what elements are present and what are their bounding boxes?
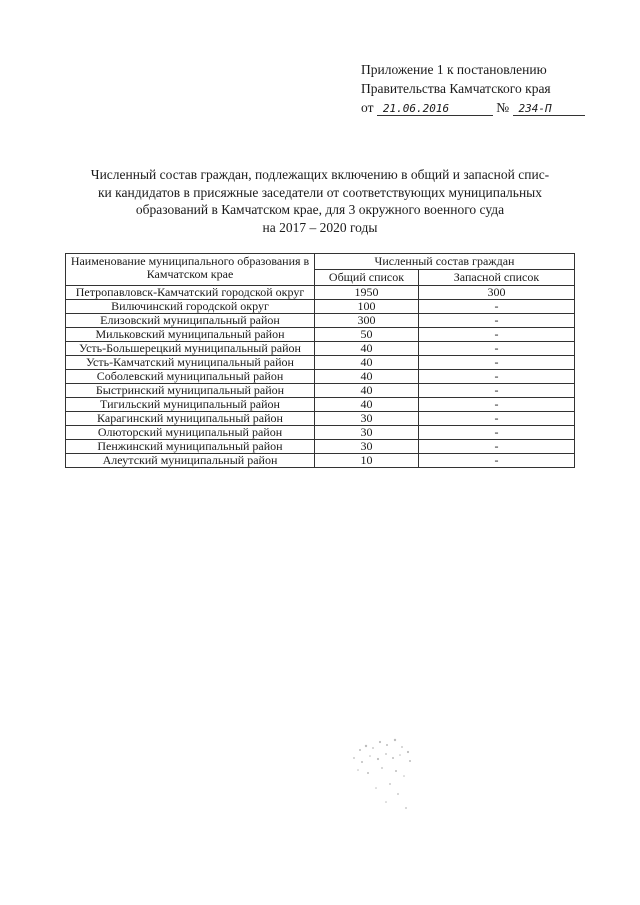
municipality-name: Быстринский муниципальный район <box>66 384 315 398</box>
general-count: 300 <box>315 314 419 328</box>
general-count: 30 <box>315 440 419 454</box>
municipality-name: Алеутский муниципальный район <box>66 454 315 468</box>
general-count: 40 <box>315 370 419 384</box>
title-line-2: ки кандидатов в присяжные заседатели от соответствующих муниципальных <box>98 184 542 200</box>
reserve-count: - <box>419 370 575 384</box>
reserve-count: - <box>419 440 575 454</box>
table-row <box>66 370 575 384</box>
reserve-count: - <box>419 384 575 398</box>
municipality-name: Усть-Большерецкий муниципальный район <box>66 342 315 356</box>
title-line-1: Численный состав граждан, подлежащих включению в общий и запасной спис- <box>90 167 550 182</box>
general-count: 40 <box>315 384 419 398</box>
reserve-count: - <box>419 454 575 468</box>
reserve-count: - <box>419 328 575 342</box>
general-count: 50 <box>315 328 419 342</box>
table-row <box>66 454 575 468</box>
table-row <box>66 286 575 300</box>
reserve-count: - <box>419 412 575 426</box>
table-row <box>66 426 575 440</box>
municipality-name: Усть-Камчатский муниципальный район <box>66 356 315 370</box>
general-count: 40 <box>315 398 419 412</box>
municipality-name: Мильковский муниципальный район <box>66 328 315 342</box>
handwritten-number: 234-П <box>513 102 585 116</box>
general-count: 1950 <box>315 286 419 300</box>
table-row <box>66 412 575 426</box>
reserve-count: - <box>419 314 575 328</box>
reserve-count: - <box>419 356 575 370</box>
municipality-name: Петропавловск-Камчатский городской округ <box>66 286 315 300</box>
title-line-3: образований в Камчатском крае, для 3 окружного военного суда <box>135 202 505 217</box>
municipality-name: Тигильский муниципальный район <box>66 398 315 412</box>
appendix-header <box>361 60 585 117</box>
group-header-citizens: Численный состав граждан <box>315 254 575 270</box>
municipality-name: Пенжинский муниципальный район <box>66 440 315 454</box>
appendix-line-2: Правительства Камчатского края <box>361 81 551 96</box>
handwritten-date: 21.06.2016 <box>377 102 493 116</box>
date-prefix: от <box>361 100 374 115</box>
municipality-name: Карагинский муниципальный район <box>66 412 315 426</box>
col-general-list-header: Общий список <box>315 270 419 286</box>
municipality-name: Олюторский муниципальный район <box>66 426 315 440</box>
appendix-line-1: Приложение 1 к постановлению <box>361 62 547 77</box>
table-row <box>66 314 575 328</box>
general-count: 100 <box>315 300 419 314</box>
table-row <box>66 356 575 370</box>
municipalities-table <box>65 253 575 468</box>
reserve-count: 300 <box>419 286 575 300</box>
reserve-count: - <box>419 300 575 314</box>
general-count: 40 <box>315 356 419 370</box>
faint-stamp-mark <box>340 728 430 818</box>
number-prefix: № <box>496 100 510 115</box>
municipality-name: Елизовский муниципальный район <box>66 314 315 328</box>
reserve-count: - <box>419 426 575 440</box>
appendix-date-line <box>361 98 585 117</box>
col-reserve-list-header: Запасной список <box>419 270 575 286</box>
general-count: 30 <box>315 426 419 440</box>
general-count: 30 <box>315 412 419 426</box>
col-municipality-header: Наименование муниципального образования в Камчатском крае <box>66 254 315 286</box>
general-count: 40 <box>315 342 419 356</box>
table-row <box>66 342 575 356</box>
general-count: 10 <box>315 454 419 468</box>
municipality-name: Вилючинский городской округ <box>66 300 315 314</box>
municipality-name: Соболевский муниципальный район <box>66 370 315 384</box>
document-title <box>60 166 580 236</box>
reserve-count: - <box>419 398 575 412</box>
title-line-4: на 2017 – 2020 годы <box>262 219 378 235</box>
reserve-count: - <box>419 342 575 356</box>
table-row <box>66 300 575 314</box>
table-row <box>66 398 575 412</box>
table-row <box>66 384 575 398</box>
table-row <box>66 328 575 342</box>
table-row <box>66 440 575 454</box>
